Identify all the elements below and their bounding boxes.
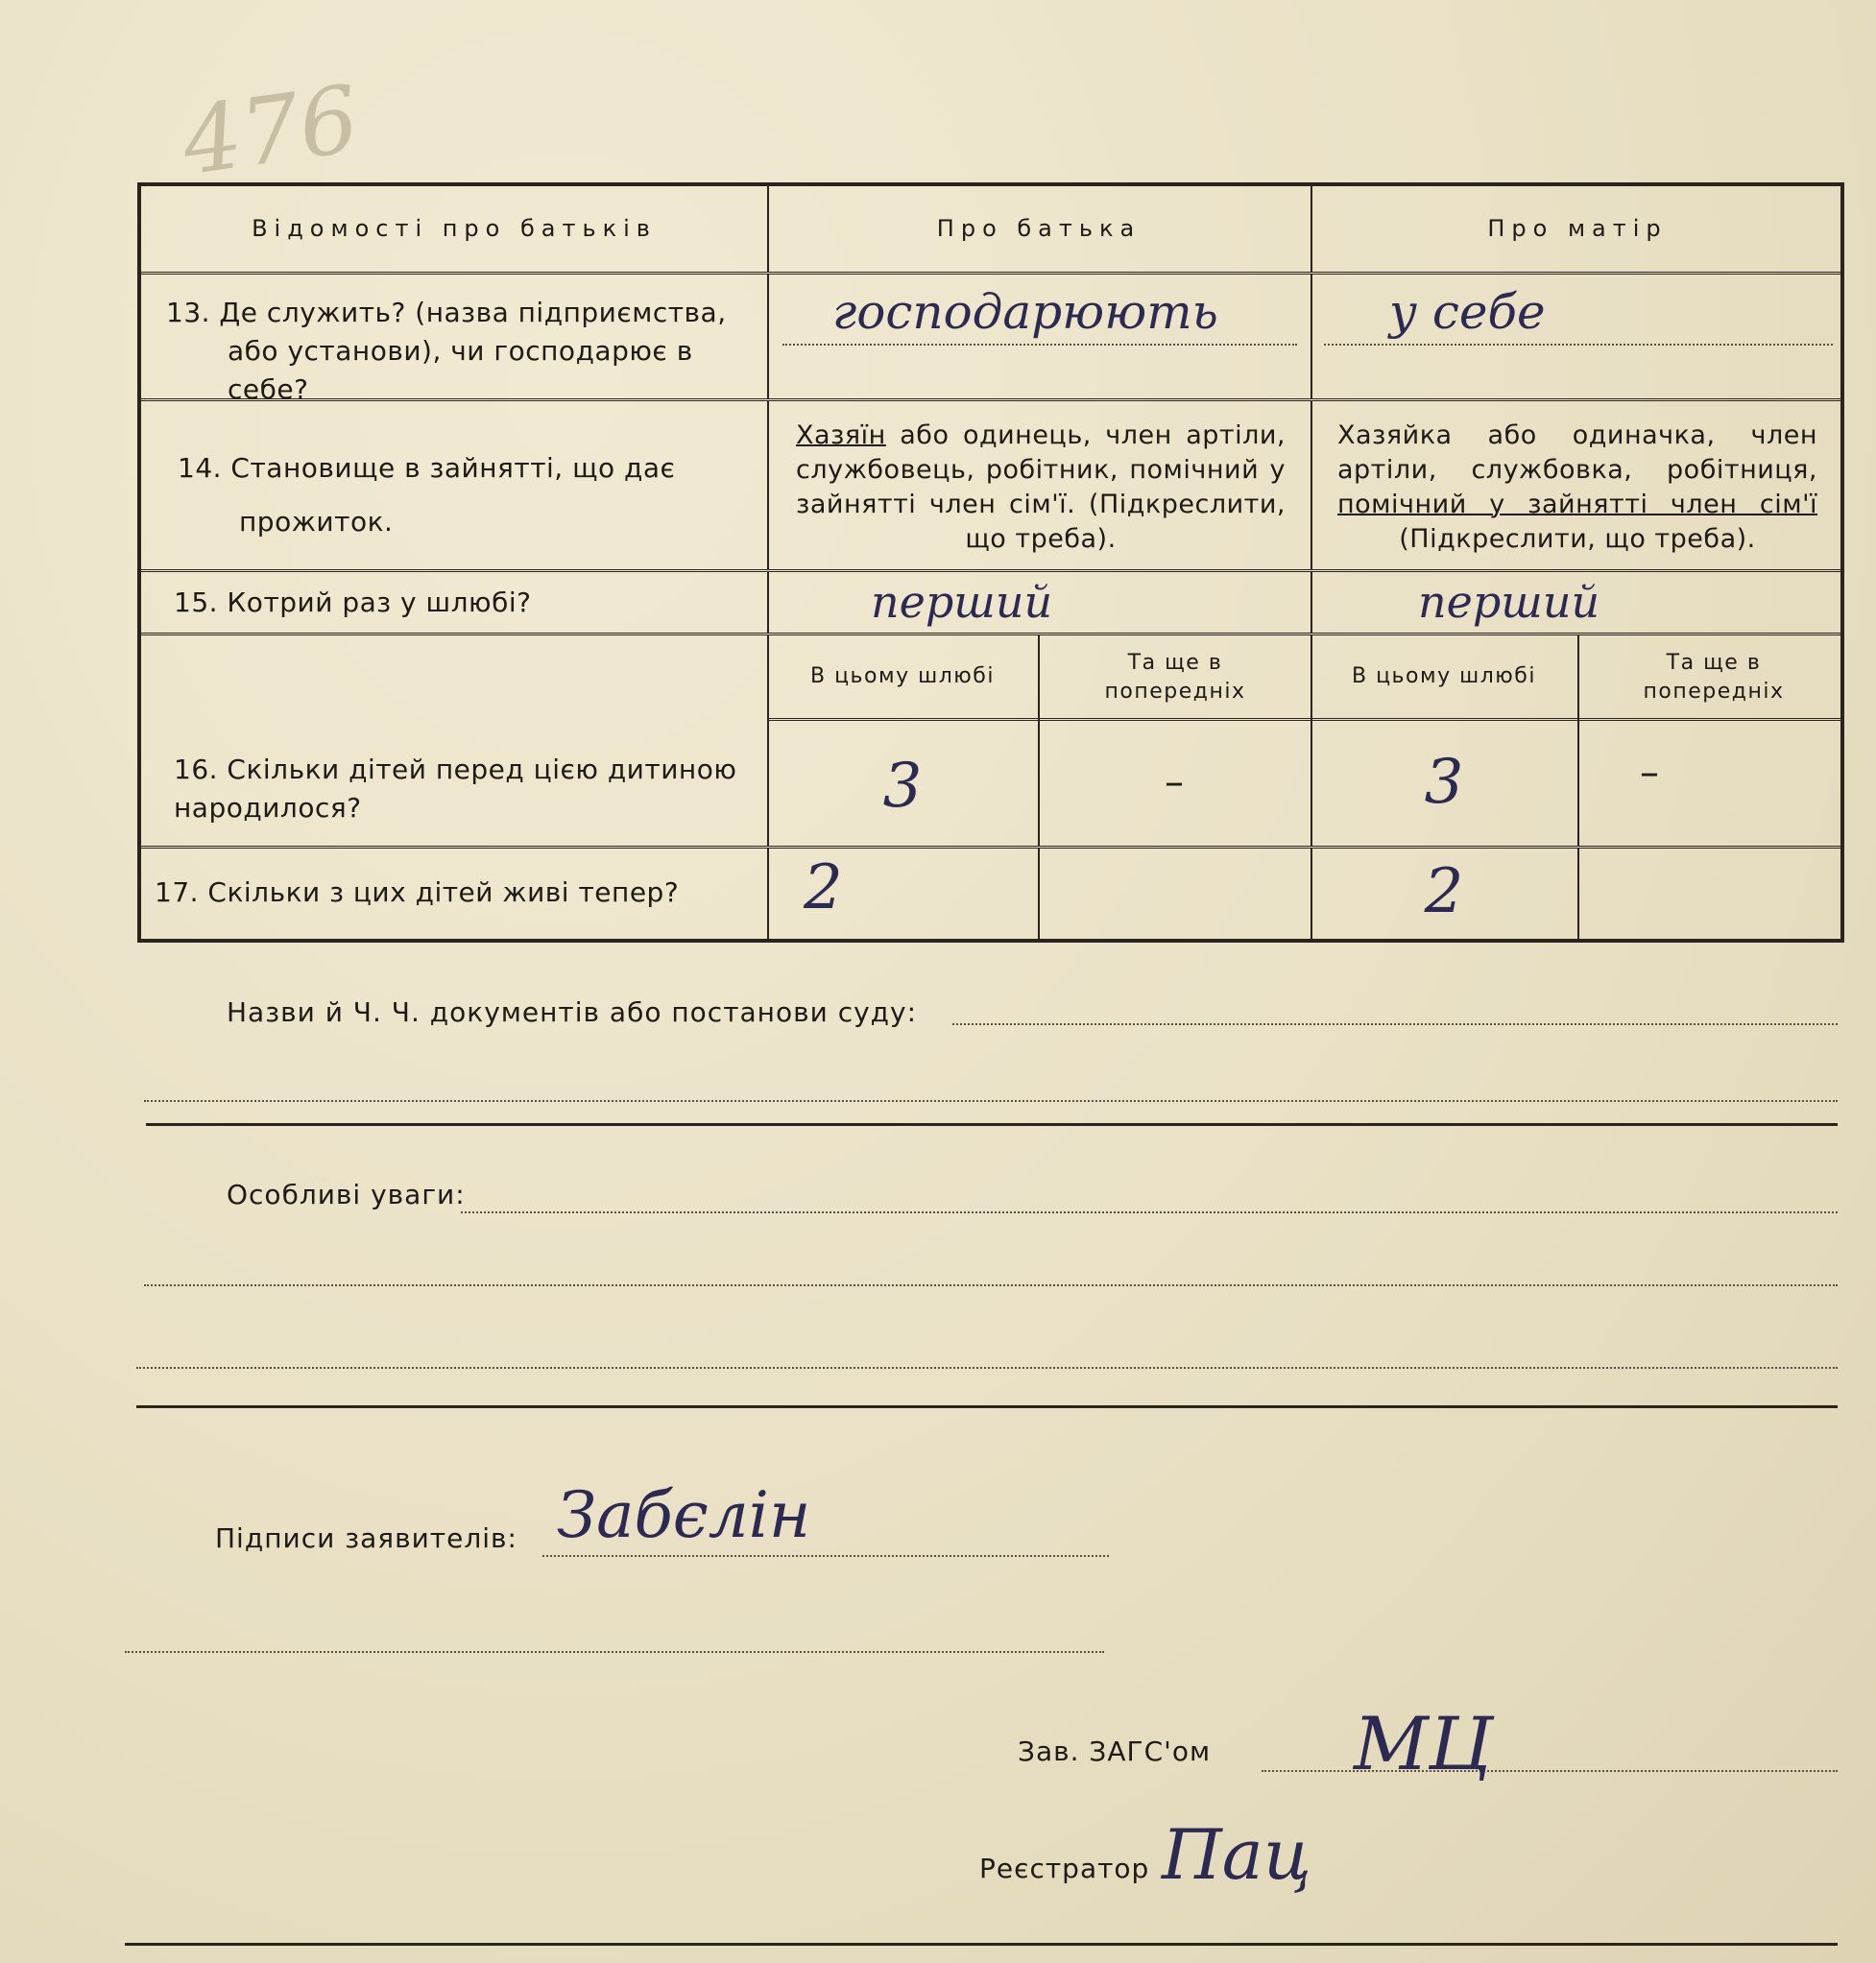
- bottom-rule: [125, 1943, 1838, 1946]
- documents-line-2: [144, 1100, 1838, 1102]
- remarks-line-3: [136, 1367, 1838, 1369]
- question-16: 16. Скільки дітей перед цією дитиною народилося?: [174, 754, 737, 824]
- applicants-signature: Забєлін: [557, 1478, 811, 1552]
- mother-options-note: (Підкреслити, що треба).: [1399, 524, 1756, 554]
- page-number: 476: [176, 64, 366, 197]
- remarks-label: Особливі уваги:: [227, 1179, 466, 1210]
- father-workplace-answer: господарюють: [832, 284, 1218, 340]
- question-15: 15. Котрий раз у шлюбі?: [174, 587, 532, 618]
- question-13: 13. Де служить? (назва підприємства, або установи), чи господарює в себе?: [166, 297, 727, 405]
- table-row-14: [141, 401, 1840, 572]
- registrar-signature: Пац: [1162, 1814, 1311, 1895]
- applicants-signature-label: Підписи заявителів:: [215, 1522, 517, 1554]
- table-header-row: [141, 186, 1840, 275]
- father-marriage-count: перший: [871, 576, 1053, 628]
- father-options-note: (Підкреслити, що треба).: [965, 490, 1286, 554]
- subheader-father-previous: Та ще в попередніх: [1104, 651, 1246, 704]
- head-zags-signature: МЦ: [1354, 1701, 1493, 1786]
- applicants-signature-line-2: [125, 1651, 1104, 1653]
- father-selected-option: Хазяїн: [796, 420, 886, 450]
- mother-children-previous: –: [1640, 751, 1659, 795]
- question-17: 17. Скільки з цих дітей живі тепер?: [155, 876, 680, 908]
- header-father: Про батька: [936, 215, 1142, 242]
- table-row-13: [141, 275, 1840, 405]
- header-info: Відомості про батьків: [252, 215, 657, 242]
- mother-selected-option: помічний у зайнятті член сім'ї: [1337, 490, 1817, 519]
- mother-occupation-options: [1337, 419, 1817, 557]
- father-occupation-options: [796, 419, 1286, 557]
- subheader-mother-this-marriage: В цьому шлюбі: [1352, 664, 1536, 688]
- question-14: 14. Становище в зайнятті, що дає прожиток.: [178, 452, 676, 538]
- table-row-16: [141, 635, 1840, 849]
- mother-workplace-answer: у себе: [1389, 284, 1546, 340]
- mother-options-text: Хазяйка або одиначка, член артіли, службовка, робітниця,: [1337, 420, 1817, 485]
- header-mother: Про матір: [1487, 215, 1668, 242]
- section-divider: [146, 1123, 1838, 1126]
- documents-label: Назви й Ч. Ч. документів або постанови суду:: [227, 996, 918, 1028]
- documents-line: [952, 1023, 1838, 1025]
- father-options-text: або одинець, член артіли, службовець, робітник, помічний у зайнятті член сім'ї.: [796, 420, 1286, 519]
- parents-info-table: [137, 182, 1844, 943]
- subheader-mother-previous: Та ще в попередніх: [1643, 651, 1785, 704]
- head-zags-label: Зав. ЗАГС'ом: [1018, 1736, 1212, 1767]
- mother-children-alive: 2: [1424, 856, 1464, 927]
- section-divider-2: [136, 1405, 1838, 1408]
- registrar-label: Реєстратор: [979, 1853, 1150, 1884]
- table-row-17: [141, 849, 1840, 941]
- applicants-signature-line: [542, 1555, 1109, 1557]
- remarks-line-2: [144, 1284, 1838, 1286]
- father-children-this-marriage: 3: [882, 751, 923, 822]
- subheader-father-this-marriage: В цьому шлюбі: [810, 664, 995, 688]
- table-row-15: [141, 572, 1840, 635]
- head-zags-line: [1262, 1770, 1838, 1772]
- remarks-line: [461, 1211, 1838, 1213]
- father-children-previous: –: [1165, 760, 1184, 804]
- father-children-alive: 2: [804, 852, 843, 923]
- mother-marriage-count: перший: [1418, 576, 1600, 628]
- mother-children-this-marriage: 3: [1424, 747, 1464, 818]
